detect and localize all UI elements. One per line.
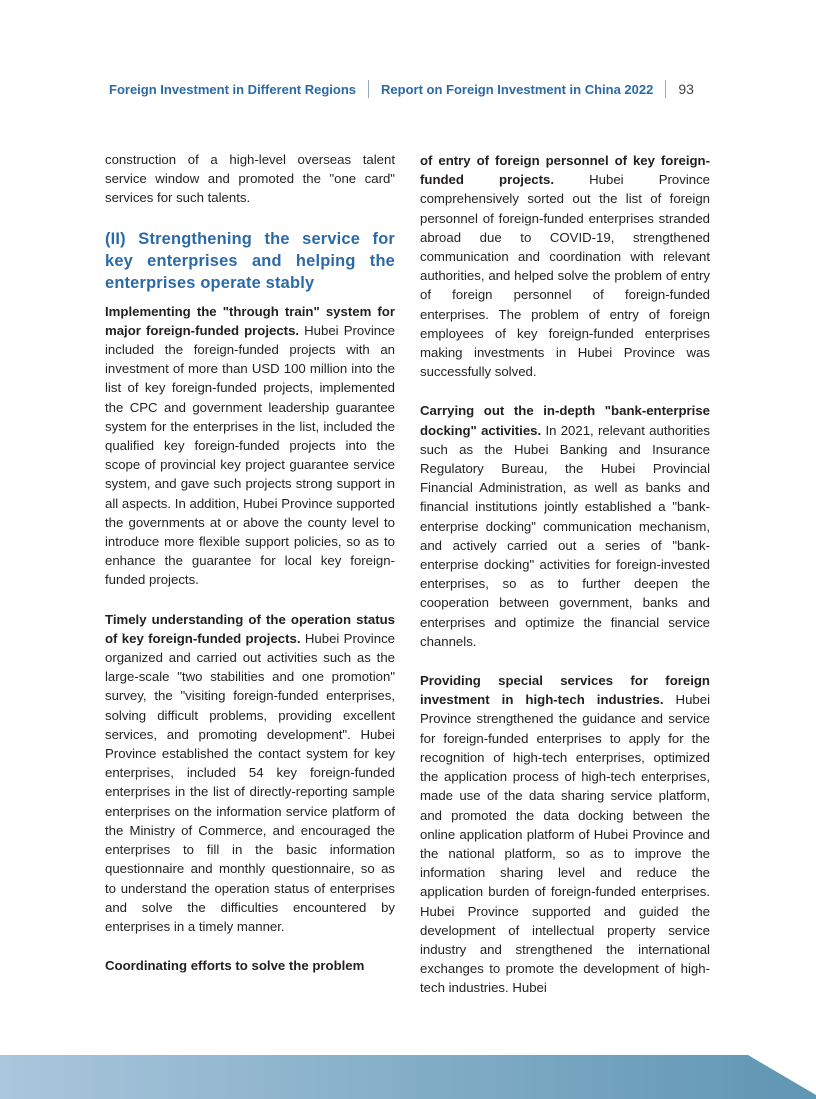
- header-report-title: Report on Foreign Investment in China 2022: [381, 81, 654, 97]
- footer-band-shape: [0, 1055, 816, 1099]
- page-number: 93: [678, 81, 694, 97]
- paragraph: [105, 302, 395, 590]
- paragraph: [420, 671, 710, 997]
- paragraph-lead: Providing special services for foreign investment in high-tech industries.: [420, 673, 710, 708]
- paragraph: [105, 150, 395, 208]
- running-header: [109, 78, 694, 100]
- paragraph: [420, 151, 710, 381]
- header-divider: [665, 80, 666, 98]
- header-divider: [368, 80, 369, 98]
- right-column: [420, 151, 710, 1018]
- paragraph-lead: Implementing the "through train" system for major foreign-funded projects.: [105, 303, 395, 338]
- header-section-title: Foreign Investment in Different Regions: [109, 81, 357, 97]
- section-heading: (II) Strengthening the service for key enterprises and helping the enterprises operate stably: [105, 229, 395, 292]
- paragraph: [105, 956, 395, 975]
- paragraph-body: Hubei Province organized and carried out activities such as the large-scale "two stabilities and one promotion" survey, the "visiting foreign-funded enterprises, solving difficult problems, providing excellent services, and promoting development". Hubei Province established the contact system for key enterprises, included 54 key foreign-funded enterprises in the list of directly-reporting sample enterprises on the information service platform of the Ministry of Commerce, and encouraged the enterprises to fill in the basic information questionnaire and monthly questionnaire, so as to understand the operation status of enterprises and solve the difficulties encountered by enterprises in a timely manner.: [105, 630, 395, 934]
- paragraph: [420, 401, 710, 651]
- paragraph-lead: Coordinating efforts to solve the problem: [105, 958, 365, 974]
- paragraph: [105, 610, 395, 936]
- left-column: [105, 150, 395, 995]
- footer-decorative-band: [0, 1055, 816, 1099]
- paragraph-lead: of entry of foreign personnel of key foreign-funded projects.: [420, 153, 710, 188]
- paragraph-body: construction of a high-level overseas talent service window and promoted the "one card" services for such talents.: [105, 152, 395, 206]
- paragraph-body: Hubei Province included the foreign-funded projects with an investment of more than USD 100 million into the list of key foreign-funded projects, implemented the CPC and government leadership guarantee system for the enterprises in the list, included the qualified key foreign-funded projects into the scope of provincial key project guarantee service system, and gave such projects strong support in all aspects. In addition, Hubei Province supported the governments at or above the county level to introduce more flexible support policies, so as to enhance the guarantee for local key foreign-funded projects.: [105, 322, 396, 588]
- paragraph-lead: Carrying out the in-depth "bank-enterprise docking" activities.: [420, 403, 710, 438]
- paragraph-lead: Timely understanding of the operation status of key foreign-funded projects.: [105, 611, 395, 646]
- paragraph-body: Hubei Province comprehensively sorted out the list of foreign personnel of foreign-funded enterprises stranded abroad due to COVID-19, strengthened communication and coordination with relevant authorities, and helped solve the problem of entry of foreign personnel of foreign-funded enterprises. The problem of entry of foreign employees of key foreign-funded enterprises making investments in Hubei Province was successfully solved.: [420, 172, 711, 380]
- paragraph-body: In 2021, relevant authorities such as the Hubei Banking and Insurance Regulatory Bureau, the Hubei Provincial Financial Administration, as well as banks and financial institutions jointly established a "bank-enterprise docking" communication mechanism, and actively carried out a series of "bank-enterprise docking" activities for foreign-invested enterprises, so as to further deepen the cooperation between government, banks and enterprises and optimize the financial service channels.: [420, 422, 710, 649]
- paragraph-body: Hubei Province strengthened the guidance and service for foreign-funded enterprises to apply for the recognition of high-tech enterprises, optimized the application process of high-tech enterprises, made use of the data sharing service platform, and promoted the data docking between the online application platform of Hubei Province and the national platform, so as to improve the information sharing level and reduce the application burden of foreign-funded enterprises. Hubei Province supported and guided the development of intellectual property service industry and strengthened the international exchanges to promote the development of high-tech industries. Hubei: [420, 692, 710, 996]
